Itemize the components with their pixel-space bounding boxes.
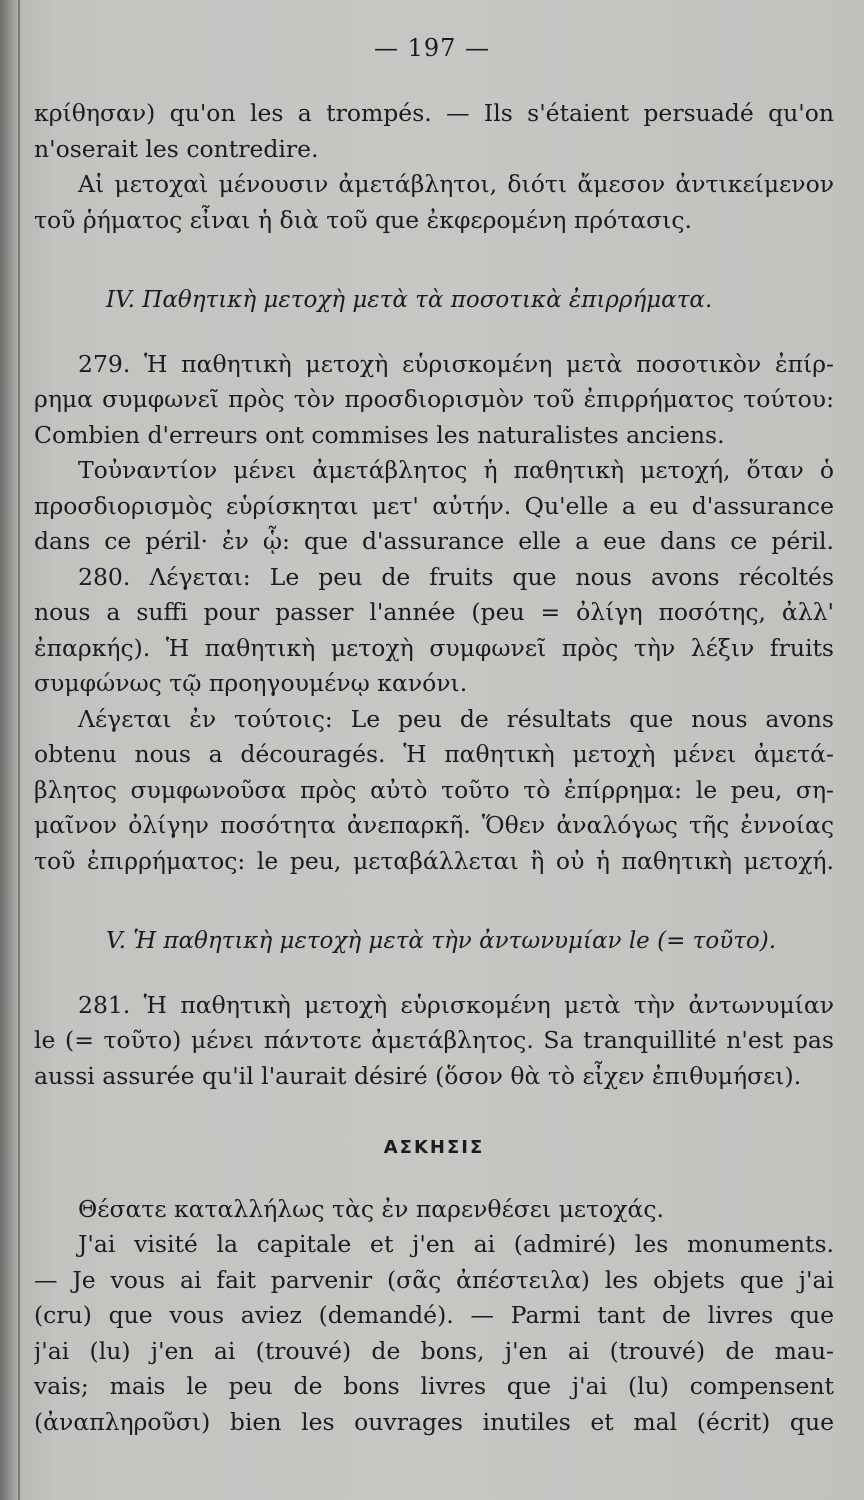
spine-edge <box>18 0 20 1500</box>
text-line: nous a suffi pour passer l'année (peu = ὀλίγη ποσότης, ἀλλ' <box>34 598 834 626</box>
section-heading-iv: IV. Παθητικὴ μετοχὴ μετὰ τὰ ποσοτικὰ ἐπιρρήματα. <box>106 287 713 313</box>
text-line: τοῦ ῥήματος εἶναι ἡ διὰ τοῦ que ἐκφερομένη πρότασις. <box>34 205 692 234</box>
spacer <box>34 238 834 283</box>
text-line: aussi assurée qu'il l'aurait désiré (ὅσον θὰ τὸ εἶχεν ἐπιθυμήσει). <box>34 1061 802 1090</box>
spacer <box>34 1094 834 1130</box>
page-number: — 197 — <box>373 34 491 62</box>
text-line: j'ai (lu) j'en ai (trouvé) de bons, j'en ai (trouvé) de mau- <box>34 1336 834 1365</box>
page-body <box>34 96 834 1440</box>
text-line: J'ai visité la capitale et j'en ai (admiré) les monuments. <box>78 1230 834 1258</box>
text-line: τοῦ ἐπιρρήματος: le peu, μεταβάλλεται ἢ οὐ ἡ παθητικὴ μετοχή. <box>34 846 834 875</box>
text-line: Combien d'erreurs ont commises les naturalistes anciens. <box>34 420 725 449</box>
text-line: κρίθησαν) qu'on les a trompés. — Ils s'étaient persuadé qu'on <box>34 99 834 127</box>
text-line: (ἀναπληροῦσι) bien les ouvrages inutiles et mal (écrit) que <box>34 1407 834 1436</box>
exercise-title: ΑΣΚΗΣΙΣ <box>383 1137 485 1158</box>
text-line: 281. Ἡ παθητικὴ μετοχὴ εὑρισκομένη μετὰ τὴν ἀντωνυμίαν <box>78 990 834 1019</box>
text-line: le (= τοῦτο) μένει πάντοτε ἀμετάβλητος. Sa tranquillité n'est pas <box>34 1026 834 1054</box>
text-line: βλητος συμφωνοῦσα πρὸς αὐτὸ τοῦτο τὸ ἐπίρρημα: le peu, ση- <box>34 775 834 804</box>
text-line: — Je vous ai fait parvenir (σᾶς ἀπέστειλα) les objets que j'ai <box>34 1265 834 1294</box>
text-line: Τοὐναντίον μένει ἀμετάβλητος ἡ παθητικὴ μετοχή, ὅταν ὁ <box>78 456 834 484</box>
text-line: 280. Λέγεται: Le peu de fruits que nous avons récoltés <box>78 562 834 591</box>
text-line: Αἱ μετοχαὶ μένουσιν ἀμετάβλητοι, διότι ἄμεσον ἀντικείμενον <box>78 170 834 198</box>
text-line: Λέγεται ἐν τούτοις: Le peu de résultats que nous avons <box>78 704 834 733</box>
book-spine-shadow <box>0 0 20 1500</box>
text-line: προσδιορισμὸς εὑρίσκηται μετ' αὐτήν. Qu'elle a eu d'assurance <box>34 491 834 520</box>
text-line: obtenu nous a découragés. Ἡ παθητικὴ μετοχὴ μένει ἀμετά- <box>34 740 834 768</box>
spacer <box>34 960 834 988</box>
text-line: μαῖνον ὀλίγην ποσότητα ἀνεπαρκῆ. Ὅθεν ἀναλόγως τῆς ἐννοίας <box>34 811 834 839</box>
spacer <box>34 879 834 924</box>
spacer <box>34 1166 834 1192</box>
text-line: n'oserait les contredire. <box>34 134 319 163</box>
spacer <box>34 319 834 347</box>
text-line: (cru) que vous aviez (demandé). — Parmi tant de livres que <box>34 1301 834 1329</box>
text-line: dans ce péril· ἐν ᾧ: que d'assurance elle a eue dans ce péril. <box>34 527 834 555</box>
text-line: Θέσατε καταλλήλως τὰς ἐν παρενθέσει μετοχάς. <box>78 1194 664 1223</box>
text-line: vais; mais le peu de bons livres que j'ai (lu) compensent <box>34 1372 834 1400</box>
text-line: συμφώνως τῷ προηγουμένῳ κανόνι. <box>34 669 468 697</box>
text-line: ρημα συμφωνεῖ πρὸς τὸν προσδιορισμὸν τοῦ ἐπιρρήματος τούτου: <box>34 385 834 413</box>
text-line: 279. Ἡ παθητικὴ μετοχὴ εὑρισκομένη μετὰ ποσοτικὸν ἐπίρ- <box>78 349 834 378</box>
text-line: ἐπαρκής). Ἡ παθητικὴ μετοχὴ συμφωνεῖ πρὸς τὴν λέξιν fruits <box>34 633 834 662</box>
section-heading-v: V. Ἡ παθητικὴ μετοχὴ μετὰ τὴν ἀντωνυμίαν le (= τοῦτο). <box>106 928 777 954</box>
